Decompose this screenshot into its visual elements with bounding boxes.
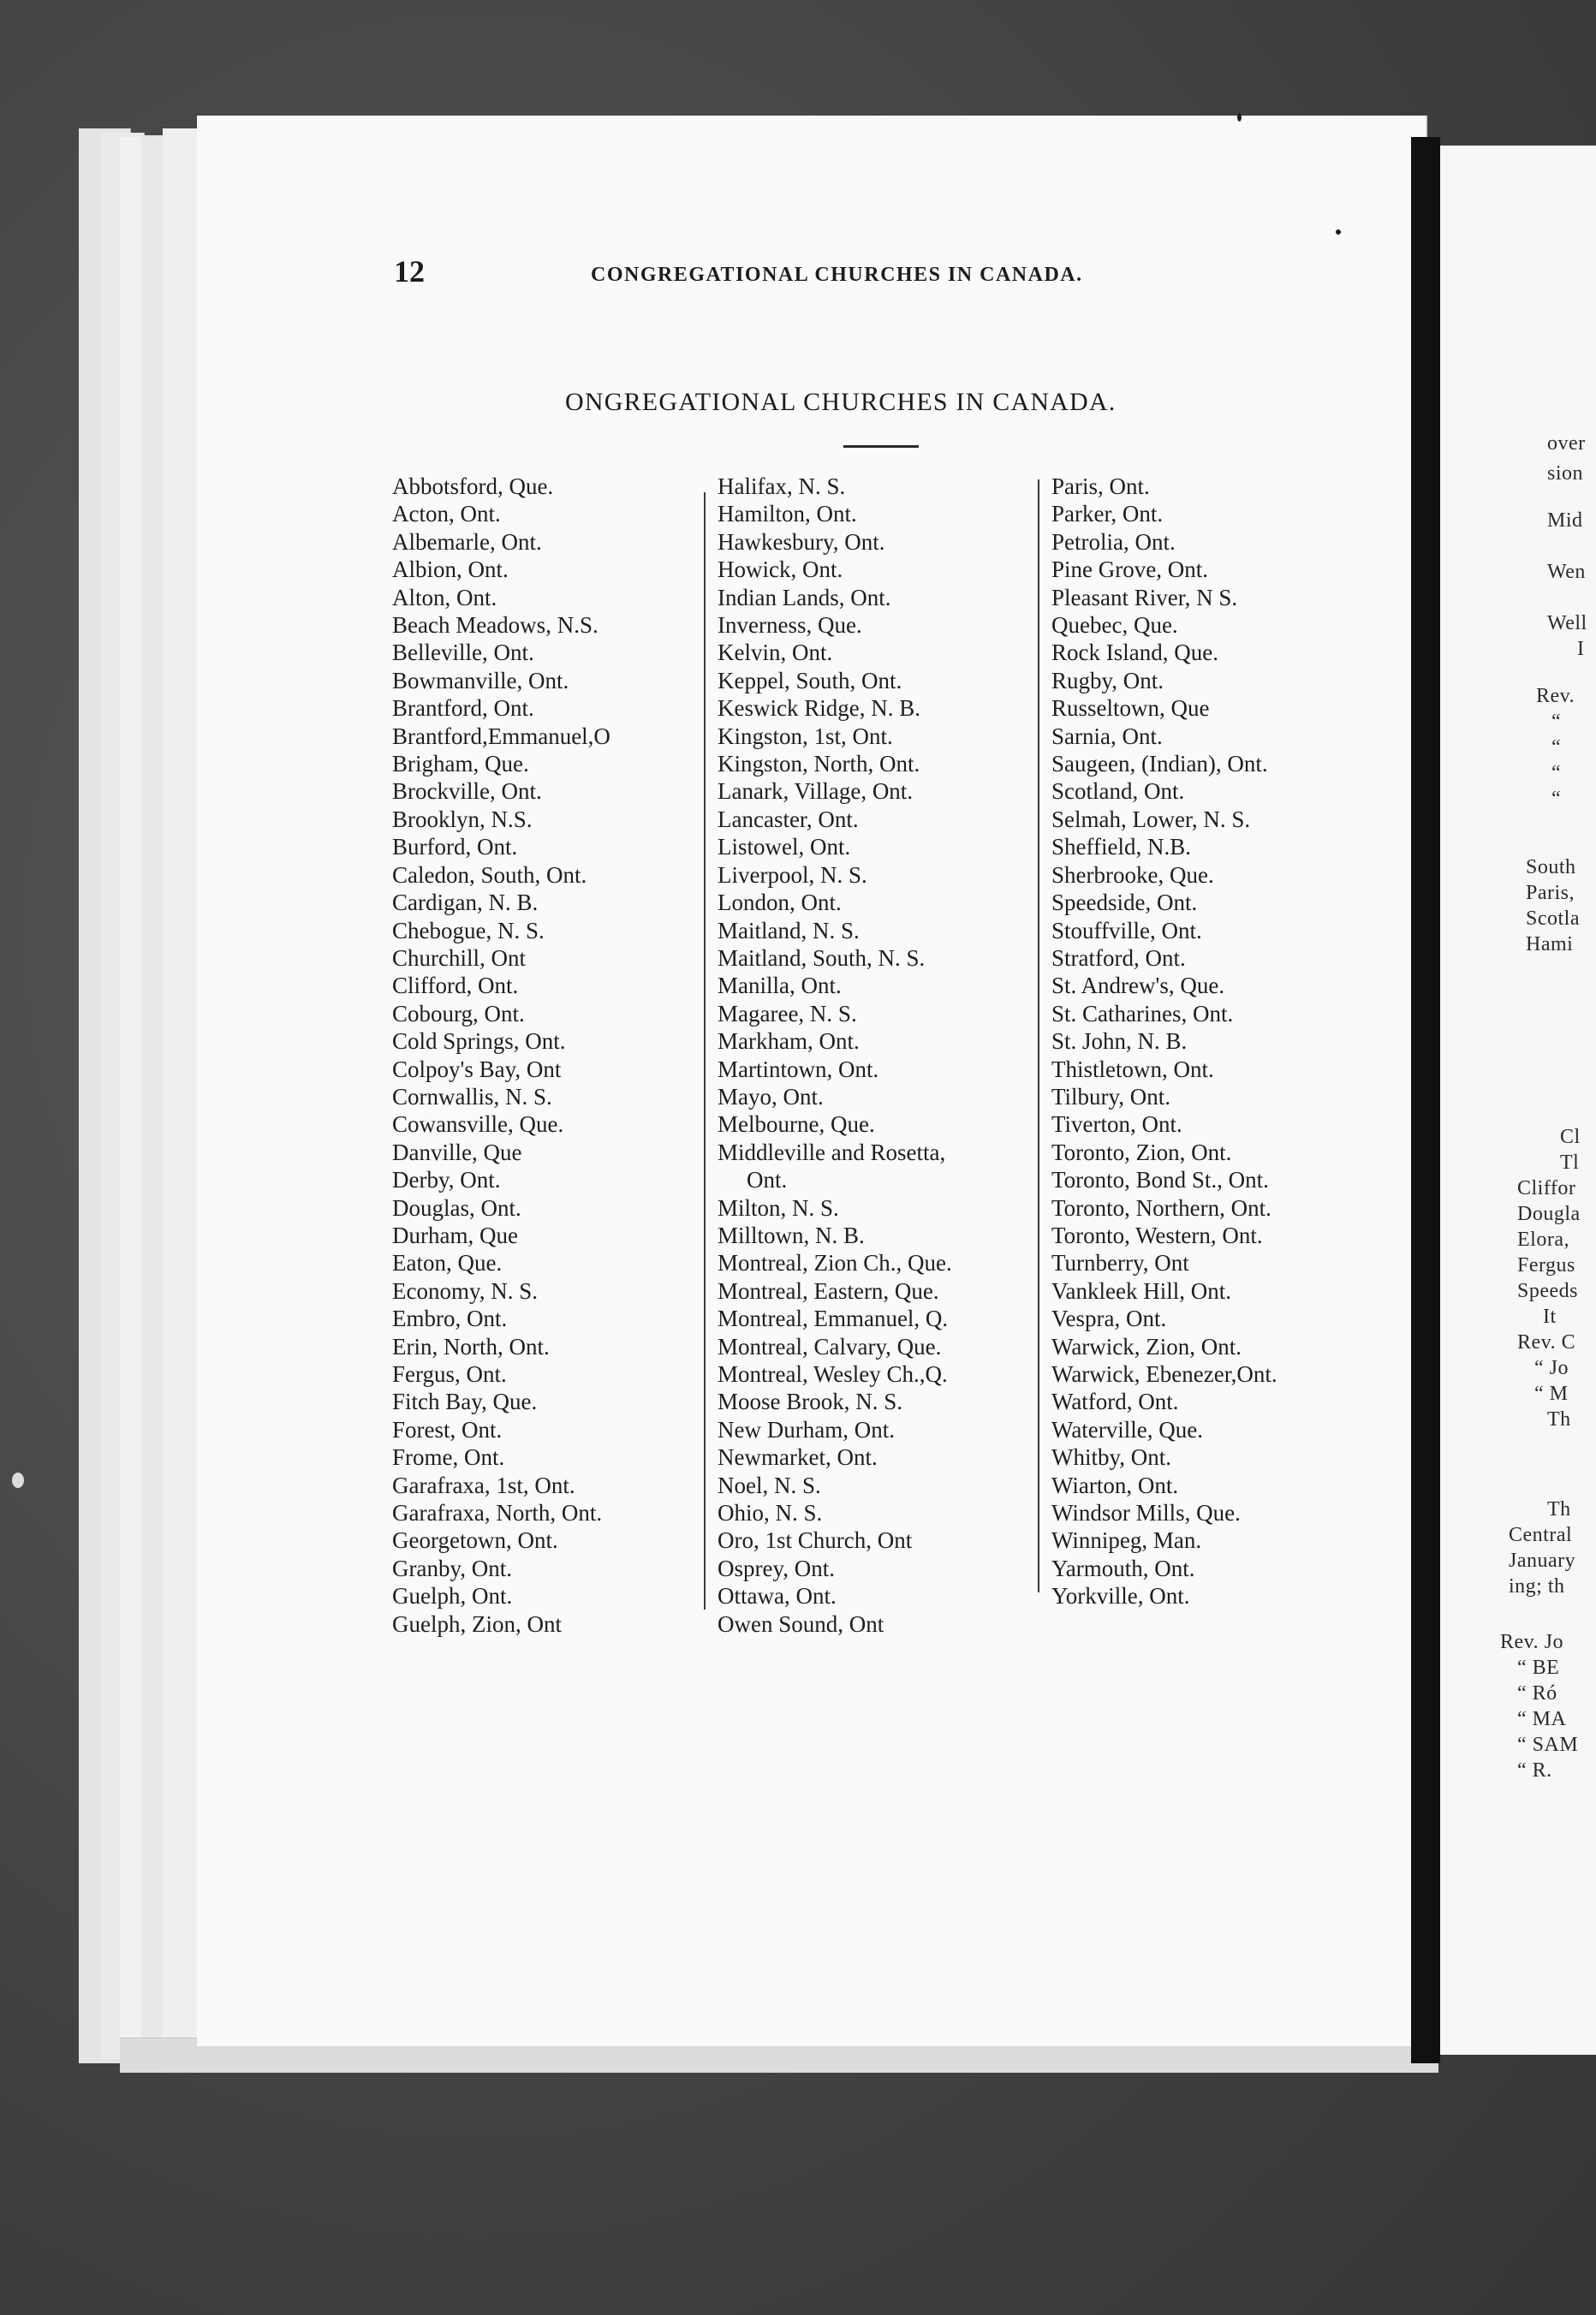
church-entry: Granby, Ont. bbox=[392, 1555, 512, 1581]
facing-page bbox=[1440, 146, 1596, 2055]
church-entry: Warwick, Ebenezer,Ont. bbox=[1051, 1361, 1277, 1387]
facing-page-text: Fergus bbox=[1517, 1254, 1575, 1277]
church-entry: Albemarle, Ont. bbox=[392, 528, 542, 555]
church-entry: Inverness, Que. bbox=[718, 612, 862, 639]
facing-page-text: “ SAM bbox=[1517, 1734, 1579, 1756]
church-entry: Brantford,Emmanuel,O bbox=[392, 723, 610, 749]
church-entry: Magaree, N. S. bbox=[718, 1000, 857, 1027]
church-entry: Montreal, Emmanuel, Q. bbox=[718, 1306, 949, 1332]
church-entry: Burford, Ont. bbox=[392, 834, 518, 860]
facing-page-text: January bbox=[1509, 1550, 1576, 1572]
facing-page-text: South bbox=[1526, 856, 1576, 878]
facing-page-text: Cliffor bbox=[1517, 1177, 1576, 1199]
church-entry: Warwick, Zion, Ont. bbox=[1051, 1333, 1242, 1360]
church-entry: Ohio, N. S. bbox=[718, 1500, 823, 1526]
scan-speck bbox=[1237, 113, 1242, 122]
church-entry: Waterville, Que. bbox=[1051, 1416, 1204, 1443]
facing-page-text: I bbox=[1577, 638, 1585, 660]
church-entry: Churchill, Ont bbox=[392, 944, 526, 971]
page-number: 12 bbox=[394, 254, 425, 289]
church-entry: Oro, 1st Church, Ont bbox=[718, 1527, 913, 1554]
church-entry: Windsor Mills, Que. bbox=[1051, 1500, 1241, 1526]
church-entry: Pleasant River, N S. bbox=[1051, 584, 1238, 610]
facing-page-text: Rev. C bbox=[1517, 1331, 1576, 1354]
church-entry: St. Catharines, Ont. bbox=[1051, 1000, 1234, 1027]
church-entry: Melbourne, Que. bbox=[718, 1111, 875, 1138]
book-spine-gutter bbox=[1411, 137, 1440, 2063]
church-entry: Martintown, Ont. bbox=[718, 1056, 879, 1082]
church-entry: Rugby, Ont. bbox=[1051, 667, 1164, 693]
church-entry: Saugeen, (Indian), Ont. bbox=[1051, 751, 1268, 777]
church-entry: Parker, Ont. bbox=[1051, 501, 1164, 527]
church-entry: Liverpool, N. S. bbox=[718, 861, 867, 888]
church-entry: Cornwallis, N. S. bbox=[392, 1083, 552, 1110]
church-entry: Indian Lands, Ont. bbox=[718, 584, 891, 610]
church-entry: New Durham, Ont. bbox=[718, 1416, 895, 1443]
church-entry: Sarnia, Ont. bbox=[1051, 723, 1163, 749]
church-entry: Tilbury, Ont. bbox=[1051, 1083, 1171, 1110]
church-entry: Montreal, Zion Ch., Que. bbox=[718, 1250, 952, 1277]
facing-page-text: Paris, bbox=[1526, 882, 1575, 904]
church-entry: Frome, Ont. bbox=[392, 1444, 505, 1471]
church-entry: Cold Springs, Ont. bbox=[392, 1028, 566, 1055]
facing-page-text: Speeds bbox=[1517, 1280, 1578, 1302]
facing-page-text: “ bbox=[1551, 736, 1562, 759]
facing-page-text: “ M bbox=[1534, 1383, 1569, 1405]
facing-page-text: Rev. Jo bbox=[1500, 1631, 1563, 1653]
church-entry: Markham, Ont. bbox=[718, 1028, 860, 1055]
church-entry: Cardigan, N. B. bbox=[392, 890, 539, 916]
church-entry: Garafraxa, North, Ont. bbox=[392, 1500, 603, 1526]
church-entry: Bowmanville, Ont. bbox=[392, 667, 569, 693]
facing-page-text: It bbox=[1543, 1306, 1557, 1328]
church-entry: Petrolia, Ont. bbox=[1051, 528, 1176, 555]
facing-page-text: Dougla bbox=[1517, 1203, 1581, 1225]
church-entry: Yarmouth, Ont. bbox=[1051, 1555, 1195, 1581]
church-entry: Thistletown, Ont. bbox=[1051, 1056, 1214, 1082]
church-entry: Erin, North, Ont. bbox=[392, 1333, 550, 1360]
church-entry: Montreal, Calvary, Que. bbox=[718, 1333, 942, 1360]
church-entry: Chebogue, N. S. bbox=[392, 917, 545, 943]
church-entry: Brooklyn, N.S. bbox=[392, 806, 533, 832]
facing-page-text: “ MA bbox=[1517, 1708, 1567, 1730]
church-entry: Whitby, Ont. bbox=[1051, 1444, 1171, 1471]
church-entry: Albion, Ont. bbox=[392, 556, 509, 583]
church-entry: Hawkesbury, Ont. bbox=[718, 528, 885, 555]
church-entry: Brantford, Ont. bbox=[392, 695, 534, 722]
church-entry: Ottawa, Ont. bbox=[718, 1583, 837, 1610]
church-entry: Acton, Ont. bbox=[392, 501, 501, 527]
facing-page-text: “ bbox=[1551, 711, 1562, 733]
facing-page-text: “ bbox=[1551, 762, 1562, 784]
church-entry: Belleville, Ont. bbox=[392, 640, 534, 666]
church-entry: Halifax, N. S. bbox=[718, 473, 846, 499]
facing-page-text: Well bbox=[1547, 612, 1587, 634]
facing-page-text: Scotla bbox=[1526, 908, 1580, 930]
church-entry: Ont. bbox=[747, 1167, 788, 1193]
church-entry: Yorkville, Ont. bbox=[1051, 1583, 1190, 1610]
church-list-column-2 bbox=[718, 473, 952, 1638]
church-entry: Owen Sound, Ont bbox=[718, 1610, 884, 1637]
church-entry: Montreal, Wesley Ch.,Q. bbox=[718, 1361, 948, 1387]
church-entry: Pine Grove, Ont. bbox=[1051, 556, 1208, 583]
church-entry: Durham, Que bbox=[392, 1222, 518, 1248]
church-entry: Quebec, Que. bbox=[1051, 612, 1178, 639]
church-entry: Milltown, N. B. bbox=[718, 1222, 865, 1248]
church-entry: Speedside, Ont. bbox=[1051, 890, 1198, 916]
church-entry: Beach Meadows, N.S. bbox=[392, 612, 598, 639]
church-entry: Noel, N. S. bbox=[718, 1472, 821, 1498]
church-entry: Toronto, Northern, Ont. bbox=[1051, 1194, 1271, 1221]
scan-speck bbox=[1336, 229, 1341, 235]
church-entry: Brockville, Ont. bbox=[392, 778, 542, 805]
church-entry: Tiverton, Ont. bbox=[1051, 1111, 1182, 1138]
facing-page-text: Mid bbox=[1547, 509, 1583, 532]
church-entry: Derby, Ont. bbox=[392, 1167, 501, 1193]
church-entry: Mayo, Ont. bbox=[718, 1083, 824, 1110]
church-entry: Guelph, Ont. bbox=[392, 1583, 513, 1610]
title-rule bbox=[843, 445, 919, 448]
church-entry: Forest, Ont. bbox=[392, 1416, 503, 1443]
church-entry: Toronto, Western, Ont. bbox=[1051, 1222, 1263, 1248]
church-entry: Clifford, Ont. bbox=[392, 973, 519, 999]
church-entry: Keswick Ridge, N. B. bbox=[718, 695, 920, 722]
church-entry: Russeltown, Que bbox=[1051, 695, 1210, 722]
facing-page-text: “ R. bbox=[1517, 1759, 1552, 1782]
church-entry: Vespra, Ont. bbox=[1051, 1306, 1167, 1332]
church-entry: Selmah, Lower, N. S. bbox=[1051, 806, 1251, 832]
church-entry: Douglas, Ont. bbox=[392, 1194, 521, 1221]
facing-page-text: Central bbox=[1509, 1524, 1573, 1546]
column-divider bbox=[1038, 479, 1039, 1592]
church-entry: Howick, Ont. bbox=[718, 556, 843, 583]
church-entry: Brigham, Que. bbox=[392, 751, 529, 777]
facing-page-text: Cl bbox=[1560, 1126, 1581, 1148]
church-entry: Keppel, South, Ont. bbox=[718, 667, 902, 693]
church-entry: Newmarket, Ont. bbox=[718, 1444, 878, 1471]
church-entry: Kingston, 1st, Ont. bbox=[718, 723, 893, 749]
church-entry: Wiarton, Ont. bbox=[1051, 1472, 1179, 1498]
church-entry: Garafraxa, 1st, Ont. bbox=[392, 1472, 575, 1498]
church-entry: Economy, N. S. bbox=[392, 1277, 538, 1304]
church-entry: London, Ont. bbox=[718, 890, 842, 916]
church-entry: Cowansville, Que. bbox=[392, 1111, 564, 1138]
church-entry: Vankleek Hill, Ont. bbox=[1051, 1277, 1231, 1304]
church-entry: Montreal, Eastern, Que. bbox=[718, 1277, 939, 1304]
church-entry: Lancaster, Ont. bbox=[718, 806, 859, 832]
church-entry: Fergus, Ont. bbox=[392, 1361, 507, 1387]
church-entry: Milton, N. S. bbox=[718, 1194, 839, 1221]
church-entry: St. John, N. B. bbox=[1051, 1028, 1188, 1055]
church-entry: Paris, Ont. bbox=[1051, 473, 1150, 499]
church-entry: St. Andrew's, Que. bbox=[1051, 973, 1225, 999]
church-entry: Listowel, Ont. bbox=[718, 834, 851, 860]
church-entry: Stratford, Ont. bbox=[1051, 944, 1186, 971]
church-entry: Rock Island, Que. bbox=[1051, 640, 1218, 666]
church-entry: Middleville and Rosetta, bbox=[718, 1139, 946, 1165]
facing-page-text: “ BE bbox=[1517, 1657, 1560, 1679]
facing-page-text: Wen bbox=[1547, 561, 1586, 583]
facing-page-text: over bbox=[1547, 432, 1586, 455]
church-entry: Stouffville, Ont. bbox=[1051, 917, 1202, 943]
church-entry: Toronto, Zion, Ont. bbox=[1051, 1139, 1232, 1165]
facing-page-text: Th bbox=[1547, 1408, 1571, 1431]
running-head: CONGREGATIONAL CHURCHES IN CANADA. bbox=[591, 264, 1083, 286]
church-entry: Colpoy's Bay, Ont bbox=[392, 1056, 562, 1082]
church-entry: Turnberry, Ont bbox=[1051, 1250, 1189, 1277]
column-divider bbox=[704, 492, 706, 1610]
church-entry: Lanark, Village, Ont. bbox=[718, 778, 914, 805]
facing-page-text: Tl bbox=[1560, 1152, 1580, 1174]
church-entry: Maitland, South, N. S. bbox=[718, 944, 926, 971]
church-entry: Scotland, Ont. bbox=[1051, 778, 1185, 805]
facing-page-text: Rev. bbox=[1536, 685, 1575, 707]
church-entry: Maitland, N. S. bbox=[718, 917, 860, 943]
church-entry: Fitch Bay, Que. bbox=[392, 1389, 538, 1415]
church-entry: Cobourg, Ont. bbox=[392, 1000, 525, 1027]
scan-speck bbox=[12, 1473, 24, 1488]
church-entry: Hamilton, Ont. bbox=[718, 501, 857, 527]
church-entry: Georgetown, Ont. bbox=[392, 1527, 558, 1554]
list-title: ONGREGATIONAL CHURCHES IN CANADA. bbox=[565, 388, 1117, 416]
church-entry: Guelph, Zion, Ont bbox=[392, 1610, 562, 1637]
church-entry: Abbotsford, Que. bbox=[392, 473, 554, 499]
church-entry: Sherbrooke, Que. bbox=[1051, 861, 1214, 888]
church-entry: Eaton, Que. bbox=[392, 1250, 503, 1277]
facing-page-text: “ Ró bbox=[1517, 1682, 1557, 1705]
church-entry: Osprey, Ont. bbox=[718, 1555, 835, 1581]
church-list-column-3 bbox=[1051, 473, 1277, 1610]
church-entry: Watford, Ont. bbox=[1051, 1389, 1179, 1415]
church-entry: Kingston, North, Ont. bbox=[718, 751, 920, 777]
church-entry: Moose Brook, N. S. bbox=[718, 1389, 903, 1415]
facing-page-text: Th bbox=[1547, 1498, 1571, 1521]
church-entry: Kelvin, Ont. bbox=[718, 640, 833, 666]
facing-page-text: Elora, bbox=[1517, 1229, 1569, 1251]
page-edge bbox=[163, 128, 198, 2068]
church-entry: Winnipeg, Man. bbox=[1051, 1527, 1202, 1554]
facing-page-text: Hami bbox=[1526, 933, 1574, 955]
church-entry: Embro, Ont. bbox=[392, 1306, 508, 1332]
church-list-column-1 bbox=[392, 473, 610, 1638]
church-entry: Caledon, South, Ont. bbox=[392, 861, 587, 888]
church-entry: Manilla, Ont. bbox=[718, 973, 842, 999]
facing-page-text: sion bbox=[1547, 462, 1584, 485]
facing-page-text: ing; th bbox=[1509, 1575, 1565, 1598]
church-entry: Sheffield, N.B. bbox=[1051, 834, 1191, 860]
facing-page-text: “ bbox=[1551, 788, 1562, 810]
church-entry: Toronto, Bond St., Ont. bbox=[1051, 1167, 1269, 1193]
church-entry: Danville, Que bbox=[392, 1139, 522, 1165]
facing-page-text: “ Jo bbox=[1534, 1357, 1569, 1379]
church-entry: Alton, Ont. bbox=[392, 584, 497, 610]
